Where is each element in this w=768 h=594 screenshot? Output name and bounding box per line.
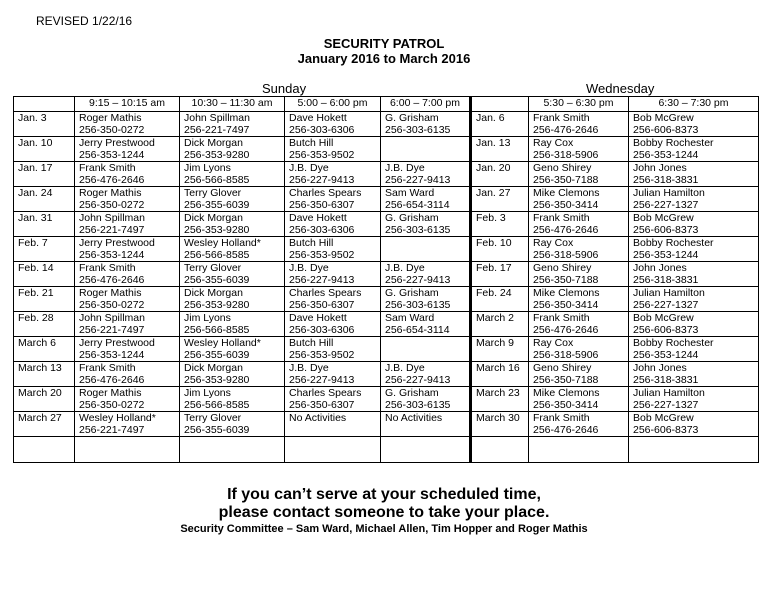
volunteer-name: Julian Hamilton [633, 387, 705, 399]
volunteer-name: G. Grisham [385, 287, 439, 299]
sunday-slot-2: 10:30 – 11:30 am [180, 97, 285, 112]
wednesday-heading: Wednesday [586, 81, 655, 96]
sunday-assignment [285, 337, 381, 362]
sunday-assignment [180, 112, 285, 137]
volunteer-name: Dave Hokett [289, 112, 347, 124]
volunteer-phone: 256-606-8373 [633, 124, 699, 136]
volunteer-name: Bob McGrew [633, 412, 694, 424]
wednesday-assignment [529, 362, 629, 387]
wednesday-assignment [629, 337, 759, 362]
schedule-row [14, 387, 759, 412]
volunteer-phone: 256-353-9280 [184, 149, 250, 161]
volunteer-name: Mike Clemons [533, 287, 600, 299]
volunteer-phone: 256-353-9280 [184, 224, 250, 236]
volunteer-phone: 256-476-2646 [79, 374, 145, 386]
sunday-assignment [180, 262, 285, 287]
volunteer-phone: 256-606-8373 [633, 324, 699, 336]
volunteer-name: Roger Mathis [79, 387, 142, 399]
schedule-row [14, 412, 759, 437]
volunteer-name: Julian Hamilton [633, 187, 705, 199]
schedule-row [14, 312, 759, 337]
sunday-date: Jan. 17 [14, 162, 75, 187]
footer-line-2: please contact someone to take your place. [218, 504, 550, 521]
wednesday-date: Jan. 13 [471, 137, 529, 162]
volunteer-phone: 256-227-1327 [633, 299, 699, 311]
volunteer-phone: 256-227-9413 [385, 174, 451, 186]
sunday-assignment [180, 237, 285, 262]
sunday-assignment [75, 212, 180, 237]
volunteer-name: John Spillman [79, 212, 145, 224]
sunday-assignment [285, 162, 381, 187]
volunteer-name: Dick Morgan [184, 287, 243, 299]
volunteer-name: Ray Cox [533, 337, 574, 349]
sunday-date: Jan. 3 [14, 112, 75, 137]
volunteer-name: Jerry Prestwood [79, 237, 155, 249]
volunteer-phone: 256-350-7188 [533, 274, 599, 286]
wednesday-assignment [629, 137, 759, 162]
volunteer-phone: 256-318-3831 [633, 374, 699, 386]
sunday-assignment [75, 187, 180, 212]
volunteer-phone: 256-353-1244 [633, 149, 699, 161]
schedule-row [14, 212, 759, 237]
volunteer-phone: 256-227-9413 [385, 274, 451, 286]
volunteer-name: No Activities [385, 412, 443, 424]
volunteer-phone: 256-566-8585 [184, 174, 250, 186]
volunteer-name: Bob McGrew [633, 212, 694, 224]
blank-cell [75, 437, 180, 463]
sunday-date: Jan. 31 [14, 212, 75, 237]
wednesday-date: Jan. 27 [471, 187, 529, 212]
volunteer-phone: 256-353-9280 [184, 374, 250, 386]
volunteer-phone: 256-353-9502 [289, 349, 355, 361]
blank-cell [381, 437, 471, 463]
wednesday-assignment [629, 162, 759, 187]
wednesday-assignment [529, 112, 629, 137]
volunteer-name: Bob McGrew [633, 112, 694, 124]
volunteer-name: Jerry Prestwood [79, 337, 155, 349]
volunteer-phone: 256-227-9413 [289, 374, 355, 386]
volunteer-name: J.B. Dye [289, 262, 329, 274]
volunteer-phone: 256-350-0272 [79, 299, 145, 311]
sunday-assignment [180, 387, 285, 412]
volunteer-phone: 256-606-8373 [633, 424, 699, 436]
sunday-assignment [75, 262, 180, 287]
volunteer-phone: 256-350-0272 [79, 124, 145, 136]
volunteer-phone: 256-355-6039 [184, 349, 250, 361]
volunteer-name: Dave Hokett [289, 212, 347, 224]
sunday-assignment [381, 112, 471, 137]
volunteer-name: John Spillman [79, 312, 145, 324]
wednesday-assignment [629, 287, 759, 312]
sunday-assignment [381, 237, 471, 262]
volunteer-phone: 256-350-7188 [533, 174, 599, 186]
volunteer-name: Jerry Prestwood [79, 137, 155, 149]
wednesday-date: March 2 [471, 312, 529, 337]
volunteer-phone: 256-221-7497 [184, 124, 250, 136]
volunteer-phone: 256-353-1244 [79, 349, 145, 361]
volunteer-name: Wesley Holland* [79, 412, 156, 424]
volunteer-name: J.B. Dye [385, 262, 425, 274]
schedule-body [14, 112, 759, 463]
volunteer-phone: 256-476-2646 [533, 124, 599, 136]
volunteer-name: Frank Smith [533, 212, 590, 224]
volunteer-name: Jim Lyons [184, 312, 231, 324]
volunteer-name: Frank Smith [533, 112, 590, 124]
volunteer-phone: 256-227-9413 [385, 374, 451, 386]
sunday-assignment [381, 362, 471, 387]
wednesday-assignment [529, 262, 629, 287]
volunteer-phone: 256-566-8585 [184, 249, 250, 261]
wednesday-date: Feb. 17 [471, 262, 529, 287]
sunday-assignment [285, 137, 381, 162]
schedule-row [14, 287, 759, 312]
volunteer-phone: 256-353-9502 [289, 249, 355, 261]
blank-cell [471, 437, 529, 463]
sunday-assignment [381, 162, 471, 187]
schedule-row [14, 262, 759, 287]
blank-cell [180, 437, 285, 463]
schedule-row [14, 237, 759, 262]
volunteer-phone: 256-476-2646 [533, 324, 599, 336]
volunteer-name: Bob McGrew [633, 312, 694, 324]
sunday-assignment [180, 212, 285, 237]
wednesday-assignment [629, 412, 759, 437]
volunteer-phone: 256-566-8585 [184, 324, 250, 336]
sunday-assignment [180, 187, 285, 212]
volunteer-name: Charles Spears [289, 287, 362, 299]
wednesday-date: Jan. 6 [471, 112, 529, 137]
sunday-assignment [381, 337, 471, 362]
schedule-row [14, 137, 759, 162]
volunteer-phone: 256-353-1244 [79, 249, 145, 261]
sunday-assignment [75, 112, 180, 137]
volunteer-name: Ray Cox [533, 237, 574, 249]
sunday-assignment [381, 187, 471, 212]
blank-cell [14, 437, 75, 463]
volunteer-name: J.B. Dye [385, 162, 425, 174]
volunteer-name: J.B. Dye [385, 362, 425, 374]
volunteer-name: G. Grisham [385, 112, 439, 124]
sunday-assignment [180, 287, 285, 312]
volunteer-name: John Spillman [184, 112, 250, 124]
volunteer-name: John Jones [633, 262, 687, 274]
sunday-assignment [285, 262, 381, 287]
blank-cell [629, 437, 759, 463]
volunteer-name: Geno Shirey [533, 262, 592, 274]
security-committee: Security Committee – Sam Ward, Michael Allen, Tim Hopper and Roger Mathis [180, 523, 588, 535]
sunday-assignment [285, 187, 381, 212]
blank-cell [529, 437, 629, 463]
volunteer-name: Ray Cox [533, 137, 574, 149]
sunday-slot-3: 5:00 – 6:00 pm [285, 97, 381, 112]
schedule-row [14, 337, 759, 362]
wednesday-assignment [529, 212, 629, 237]
volunteer-phone: 256-353-1244 [633, 249, 699, 261]
volunteer-phone: 256-350-7188 [533, 374, 599, 386]
volunteer-name: Bobby Rochester [633, 137, 714, 149]
wednesday-date: Feb. 3 [471, 212, 529, 237]
volunteer-name: Julian Hamilton [633, 287, 705, 299]
volunteer-phone: 256-318-3831 [633, 174, 699, 186]
wednesday-assignment [629, 212, 759, 237]
wednesday-assignment [529, 312, 629, 337]
volunteer-phone: 256-318-3831 [633, 274, 699, 286]
volunteer-name: Dave Hokett [289, 312, 347, 324]
volunteer-phone: 256-350-3414 [533, 299, 599, 311]
volunteer-phone: 256-227-9413 [289, 274, 355, 286]
sunday-assignment [75, 287, 180, 312]
volunteer-phone: 256-566-8585 [184, 399, 250, 411]
wednesday-slot-2: 6:30 – 7:30 pm [629, 97, 759, 112]
sunday-assignment [381, 262, 471, 287]
volunteer-phone: 256-606-8373 [633, 224, 699, 236]
volunteer-name: Sam Ward [385, 187, 435, 199]
schedule-table [13, 96, 759, 463]
volunteer-name: Mike Clemons [533, 387, 600, 399]
wednesday-assignment [529, 137, 629, 162]
volunteer-phone: 256-303-6135 [385, 399, 451, 411]
sunday-date: March 6 [14, 337, 75, 362]
schedule-row [14, 112, 759, 137]
blank-row [14, 437, 759, 463]
volunteer-phone: 256-303-6135 [385, 224, 451, 236]
wednesday-assignment [529, 237, 629, 262]
volunteer-name: Jim Lyons [184, 162, 231, 174]
volunteer-name: Frank Smith [533, 312, 590, 324]
volunteer-phone: 256-303-6306 [289, 324, 355, 336]
sunday-assignment [180, 312, 285, 337]
volunteer-phone: 256-303-6135 [385, 124, 451, 136]
sunday-assignment [180, 362, 285, 387]
volunteer-name: Roger Mathis [79, 187, 142, 199]
volunteer-phone: 256-221-7497 [79, 424, 145, 436]
sunday-assignment [381, 287, 471, 312]
sunday-heading: Sunday [262, 81, 307, 96]
volunteer-phone: 256-355-6039 [184, 274, 250, 286]
volunteer-phone: 256-318-5906 [533, 249, 599, 261]
sunday-date: Feb. 7 [14, 237, 75, 262]
schedule-row [14, 187, 759, 212]
sunday-assignment [75, 137, 180, 162]
wednesday-assignment [529, 387, 629, 412]
wednesday-date: Jan. 20 [471, 162, 529, 187]
volunteer-phone: 256-350-3414 [533, 399, 599, 411]
blank-cell [285, 437, 381, 463]
volunteer-phone: 256-303-6306 [289, 224, 355, 236]
volunteer-phone: 256-303-6306 [289, 124, 355, 136]
wednesday-date: March 23 [471, 387, 529, 412]
sunday-assignment [285, 287, 381, 312]
wednesday-assignment [529, 187, 629, 212]
volunteer-name: Frank Smith [533, 412, 590, 424]
wednesday-assignment [629, 387, 759, 412]
volunteer-name: Terry Glover [184, 412, 242, 424]
document-title: SECURITY PATROL [323, 36, 445, 51]
sunday-date: Feb. 28 [14, 312, 75, 337]
schedule-row [14, 362, 759, 387]
sunday-assignment [381, 412, 471, 437]
sunday-assignment [381, 312, 471, 337]
sunday-assignment [381, 212, 471, 237]
volunteer-name: J.B. Dye [289, 362, 329, 374]
volunteer-phone: 256-476-2646 [79, 274, 145, 286]
volunteer-phone: 256-476-2646 [79, 174, 145, 186]
volunteer-name: Butch Hill [289, 237, 334, 249]
sunday-assignment [75, 412, 180, 437]
volunteer-phone: 256-353-9502 [289, 149, 355, 161]
volunteer-phone: 256-227-1327 [633, 399, 699, 411]
volunteer-phone: 256-350-0272 [79, 399, 145, 411]
wednesday-assignment [529, 412, 629, 437]
sunday-assignment [285, 312, 381, 337]
sunday-assignment [285, 387, 381, 412]
wednesday-assignment [629, 112, 759, 137]
volunteer-name: Terry Glover [184, 187, 242, 199]
volunteer-phone: 256-353-9280 [184, 299, 250, 311]
sunday-date: Jan. 24 [14, 187, 75, 212]
volunteer-name: Dick Morgan [184, 362, 243, 374]
sunday-date: Feb. 14 [14, 262, 75, 287]
sunday-assignment [381, 137, 471, 162]
volunteer-name: Frank Smith [79, 162, 136, 174]
volunteer-phone: 256-318-5906 [533, 149, 599, 161]
wednesday-date: March 16 [471, 362, 529, 387]
wednesday-date: March 30 [471, 412, 529, 437]
volunteer-name: J.B. Dye [289, 162, 329, 174]
footer-line-1: If you can’t serve at your scheduled time, [227, 486, 541, 503]
volunteer-name: Jim Lyons [184, 387, 231, 399]
volunteer-phone: 256-350-6307 [289, 399, 355, 411]
sunday-assignment [285, 412, 381, 437]
volunteer-name: Geno Shirey [533, 362, 592, 374]
date-header-sunday [14, 97, 75, 112]
volunteer-phone: 256-355-6039 [184, 424, 250, 436]
volunteer-name: Dick Morgan [184, 212, 243, 224]
volunteer-name: Charles Spears [289, 187, 362, 199]
sunday-assignment [75, 162, 180, 187]
sunday-assignment [180, 337, 285, 362]
volunteer-name: G. Grisham [385, 212, 439, 224]
sunday-assignment [285, 362, 381, 387]
volunteer-name: No Activities [289, 412, 347, 424]
volunteer-phone: 256-303-6135 [385, 299, 451, 311]
volunteer-phone: 256-227-9413 [289, 174, 355, 186]
volunteer-phone: 256-355-6039 [184, 199, 250, 211]
sunday-date: Jan. 10 [14, 137, 75, 162]
header-row [14, 97, 759, 112]
sunday-date: March 20 [14, 387, 75, 412]
sunday-assignment [75, 387, 180, 412]
sunday-assignment [285, 112, 381, 137]
sunday-assignment [180, 162, 285, 187]
volunteer-name: Wesley Holland* [184, 237, 261, 249]
volunteer-phone: 256-476-2646 [533, 424, 599, 436]
wednesday-assignment [529, 337, 629, 362]
sunday-assignment [285, 237, 381, 262]
wednesday-slot-1: 5:30 – 6:30 pm [529, 97, 629, 112]
volunteer-name: John Jones [633, 162, 687, 174]
wednesday-date: Feb. 10 [471, 237, 529, 262]
wednesday-assignment [629, 262, 759, 287]
volunteer-name: Terry Glover [184, 262, 242, 274]
sunday-assignment [381, 387, 471, 412]
volunteer-name: Bobby Rochester [633, 337, 714, 349]
volunteer-name: Frank Smith [79, 362, 136, 374]
wednesday-assignment [529, 287, 629, 312]
sunday-assignment [75, 362, 180, 387]
volunteer-name: Dick Morgan [184, 137, 243, 149]
sunday-assignment [180, 412, 285, 437]
sunday-slot-4: 6:00 – 7:00 pm [381, 97, 471, 112]
volunteer-name: Sam Ward [385, 312, 435, 324]
volunteer-phone: 256-353-1244 [79, 149, 145, 161]
volunteer-phone: 256-353-1244 [633, 349, 699, 361]
sunday-assignment [75, 237, 180, 262]
volunteer-name: Frank Smith [79, 262, 136, 274]
sunday-date: March 27 [14, 412, 75, 437]
volunteer-phone: 256-221-7497 [79, 324, 145, 336]
wednesday-assignment [629, 237, 759, 262]
sunday-slot-1: 9:15 – 10:15 am [75, 97, 180, 112]
wednesday-date: Feb. 24 [471, 287, 529, 312]
volunteer-name: G. Grisham [385, 387, 439, 399]
volunteer-phone: 256-221-7497 [79, 224, 145, 236]
wednesday-assignment [629, 362, 759, 387]
wednesday-assignment [629, 312, 759, 337]
volunteer-name: Charles Spears [289, 387, 362, 399]
volunteer-name: Mike Clemons [533, 187, 600, 199]
sunday-assignment [285, 212, 381, 237]
sunday-date: March 13 [14, 362, 75, 387]
volunteer-phone: 256-350-0272 [79, 199, 145, 211]
date-header-wednesday [471, 97, 529, 112]
volunteer-name: Butch Hill [289, 137, 334, 149]
volunteer-phone: 256-350-6307 [289, 199, 355, 211]
volunteer-phone: 256-350-6307 [289, 299, 355, 311]
sunday-assignment [75, 312, 180, 337]
sunday-assignment [180, 137, 285, 162]
volunteer-name: Butch Hill [289, 337, 334, 349]
revised-date: REVISED 1/22/16 [36, 14, 133, 28]
volunteer-phone: 256-654-3114 [385, 199, 450, 211]
schedule-row [14, 162, 759, 187]
volunteer-name: Roger Mathis [79, 112, 142, 124]
sunday-date: Feb. 21 [14, 287, 75, 312]
volunteer-phone: 256-350-3414 [533, 199, 599, 211]
sunday-assignment [75, 337, 180, 362]
volunteer-phone: 256-318-5906 [533, 349, 599, 361]
volunteer-name: Geno Shirey [533, 162, 592, 174]
volunteer-name: Roger Mathis [79, 287, 142, 299]
volunteer-phone: 256-476-2646 [533, 224, 599, 236]
volunteer-name: Bobby Rochester [633, 237, 714, 249]
volunteer-phone: 256-654-3114 [385, 324, 450, 336]
volunteer-name: John Jones [633, 362, 687, 374]
wednesday-assignment [629, 187, 759, 212]
document-subtitle: January 2016 to March 2016 [297, 51, 471, 66]
volunteer-phone: 256-227-1327 [633, 199, 699, 211]
wednesday-assignment [529, 162, 629, 187]
volunteer-name: Wesley Holland* [184, 337, 261, 349]
wednesday-date: March 9 [471, 337, 529, 362]
